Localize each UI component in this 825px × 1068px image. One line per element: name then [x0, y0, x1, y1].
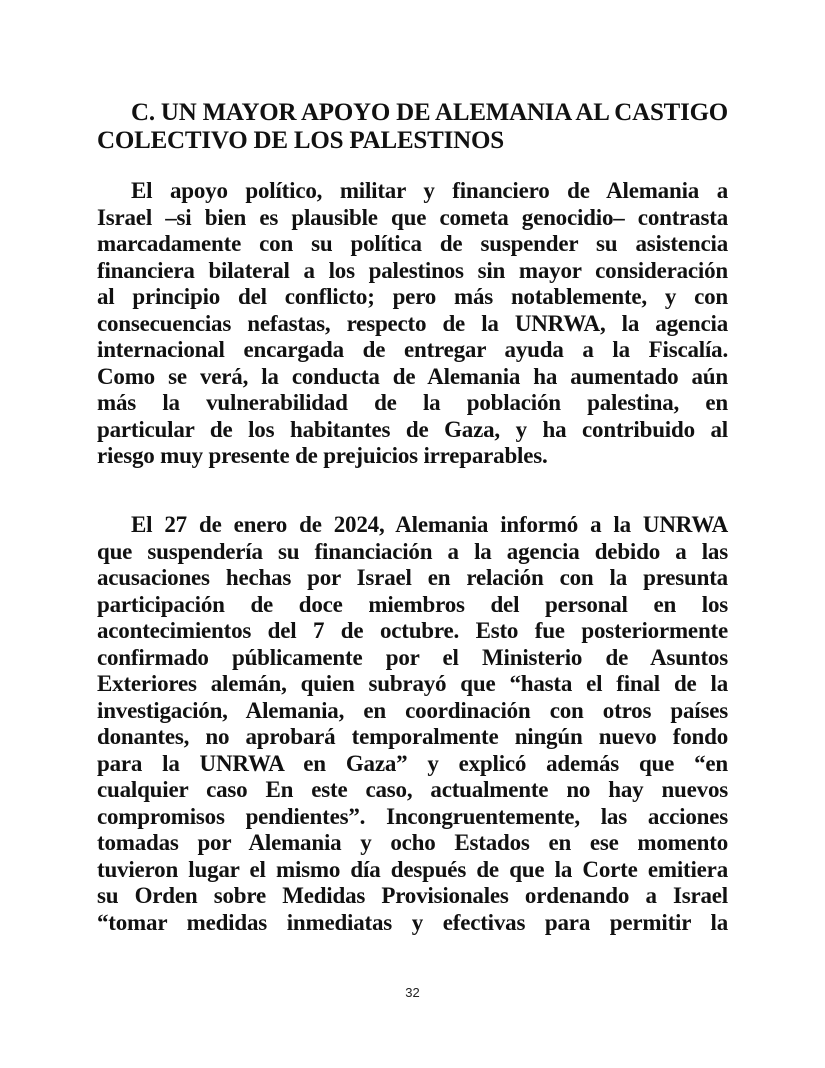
- paragraph-line: marcadamente con su política de suspender su asistencia: [97, 231, 728, 256]
- paragraph-line: internacional encargada de entregar ayuda a la Fiscalía.: [97, 337, 728, 362]
- paragraph-line: que suspendería su financiación a la agencia debido a las: [97, 538, 728, 564]
- paragraph-line: Como se verá, la conducta de Alemania ha aumentado aún: [97, 363, 728, 389]
- paragraph-line: para la UNRWA en Gaza” y explicó además que “en: [97, 750, 728, 776]
- heading-line: C. UN MAYOR APOYO DE ALEMANIA AL CASTIGO: [131, 99, 728, 126]
- paragraph-line: “tomar medidas inmediatas y efectivas para permitir la: [97, 909, 728, 935]
- paragraph-line: particular de los habitantes de Gaza, y ha contribuido al: [97, 416, 728, 442]
- paragraph-line: compromisos pendientes”. Incongruentemente, las acciones: [97, 803, 728, 829]
- paragraph-line: acontecimientos del 7 de octubre. Esto fue posteriormente: [97, 618, 728, 643]
- paragraph-line: participación de doce miembros del personal en los: [97, 591, 728, 617]
- paragraph-line: investigación, Alemania, en coordinación con otros países: [97, 697, 728, 723]
- paragraph-line: al principio del conflicto; pero más notablemente, y con: [97, 284, 728, 309]
- paragraph-line: Israel –si bien es plausible que cometa genocidio– contrasta: [97, 204, 728, 230]
- paragraph-line: más la vulnerabilidad de la población palestina, en: [97, 390, 728, 415]
- paragraph-line: donantes, no aprobará temporalmente ningún nuevo fondo: [97, 724, 728, 749]
- page-number: 32: [405, 985, 420, 1000]
- heading-line: COLECTIVO DE LOS PALESTINOS: [97, 127, 504, 154]
- paragraph-line: financiera bilateral a los palestinos sin mayor consideración: [97, 257, 728, 283]
- paragraph-line: consecuencias nefastas, respecto de la UNRWA, la agencia: [97, 310, 728, 336]
- paragraph-line: confirmado públicamente por el Ministerio de Asuntos: [97, 644, 728, 670]
- paragraph-line: tuvieron lugar el mismo día después de que la Corte emitiera: [97, 856, 728, 882]
- paragraph-line: riesgo muy presente de prejuicios irreparables.: [97, 443, 548, 468]
- paragraph-line: El 27 de enero de 2024, Alemania informó a la UNRWA: [131, 512, 728, 537]
- paragraph-line: acusaciones hechas por Israel en relación con la presunta: [97, 565, 728, 590]
- paragraph-line: cualquier caso En este caso, actualmente no hay nuevos: [97, 777, 728, 802]
- paragraph-line: Exteriores alemán, quien subrayó que “hasta el final de la: [97, 671, 728, 696]
- paragraph-line: tomadas por Alemania y ocho Estados en ese momento: [97, 830, 728, 855]
- paragraph-line: El apoyo político, militar y financiero de Alemania a: [131, 178, 728, 203]
- paragraph-line: su Orden sobre Medidas Provisionales ordenando a Israel: [97, 883, 728, 908]
